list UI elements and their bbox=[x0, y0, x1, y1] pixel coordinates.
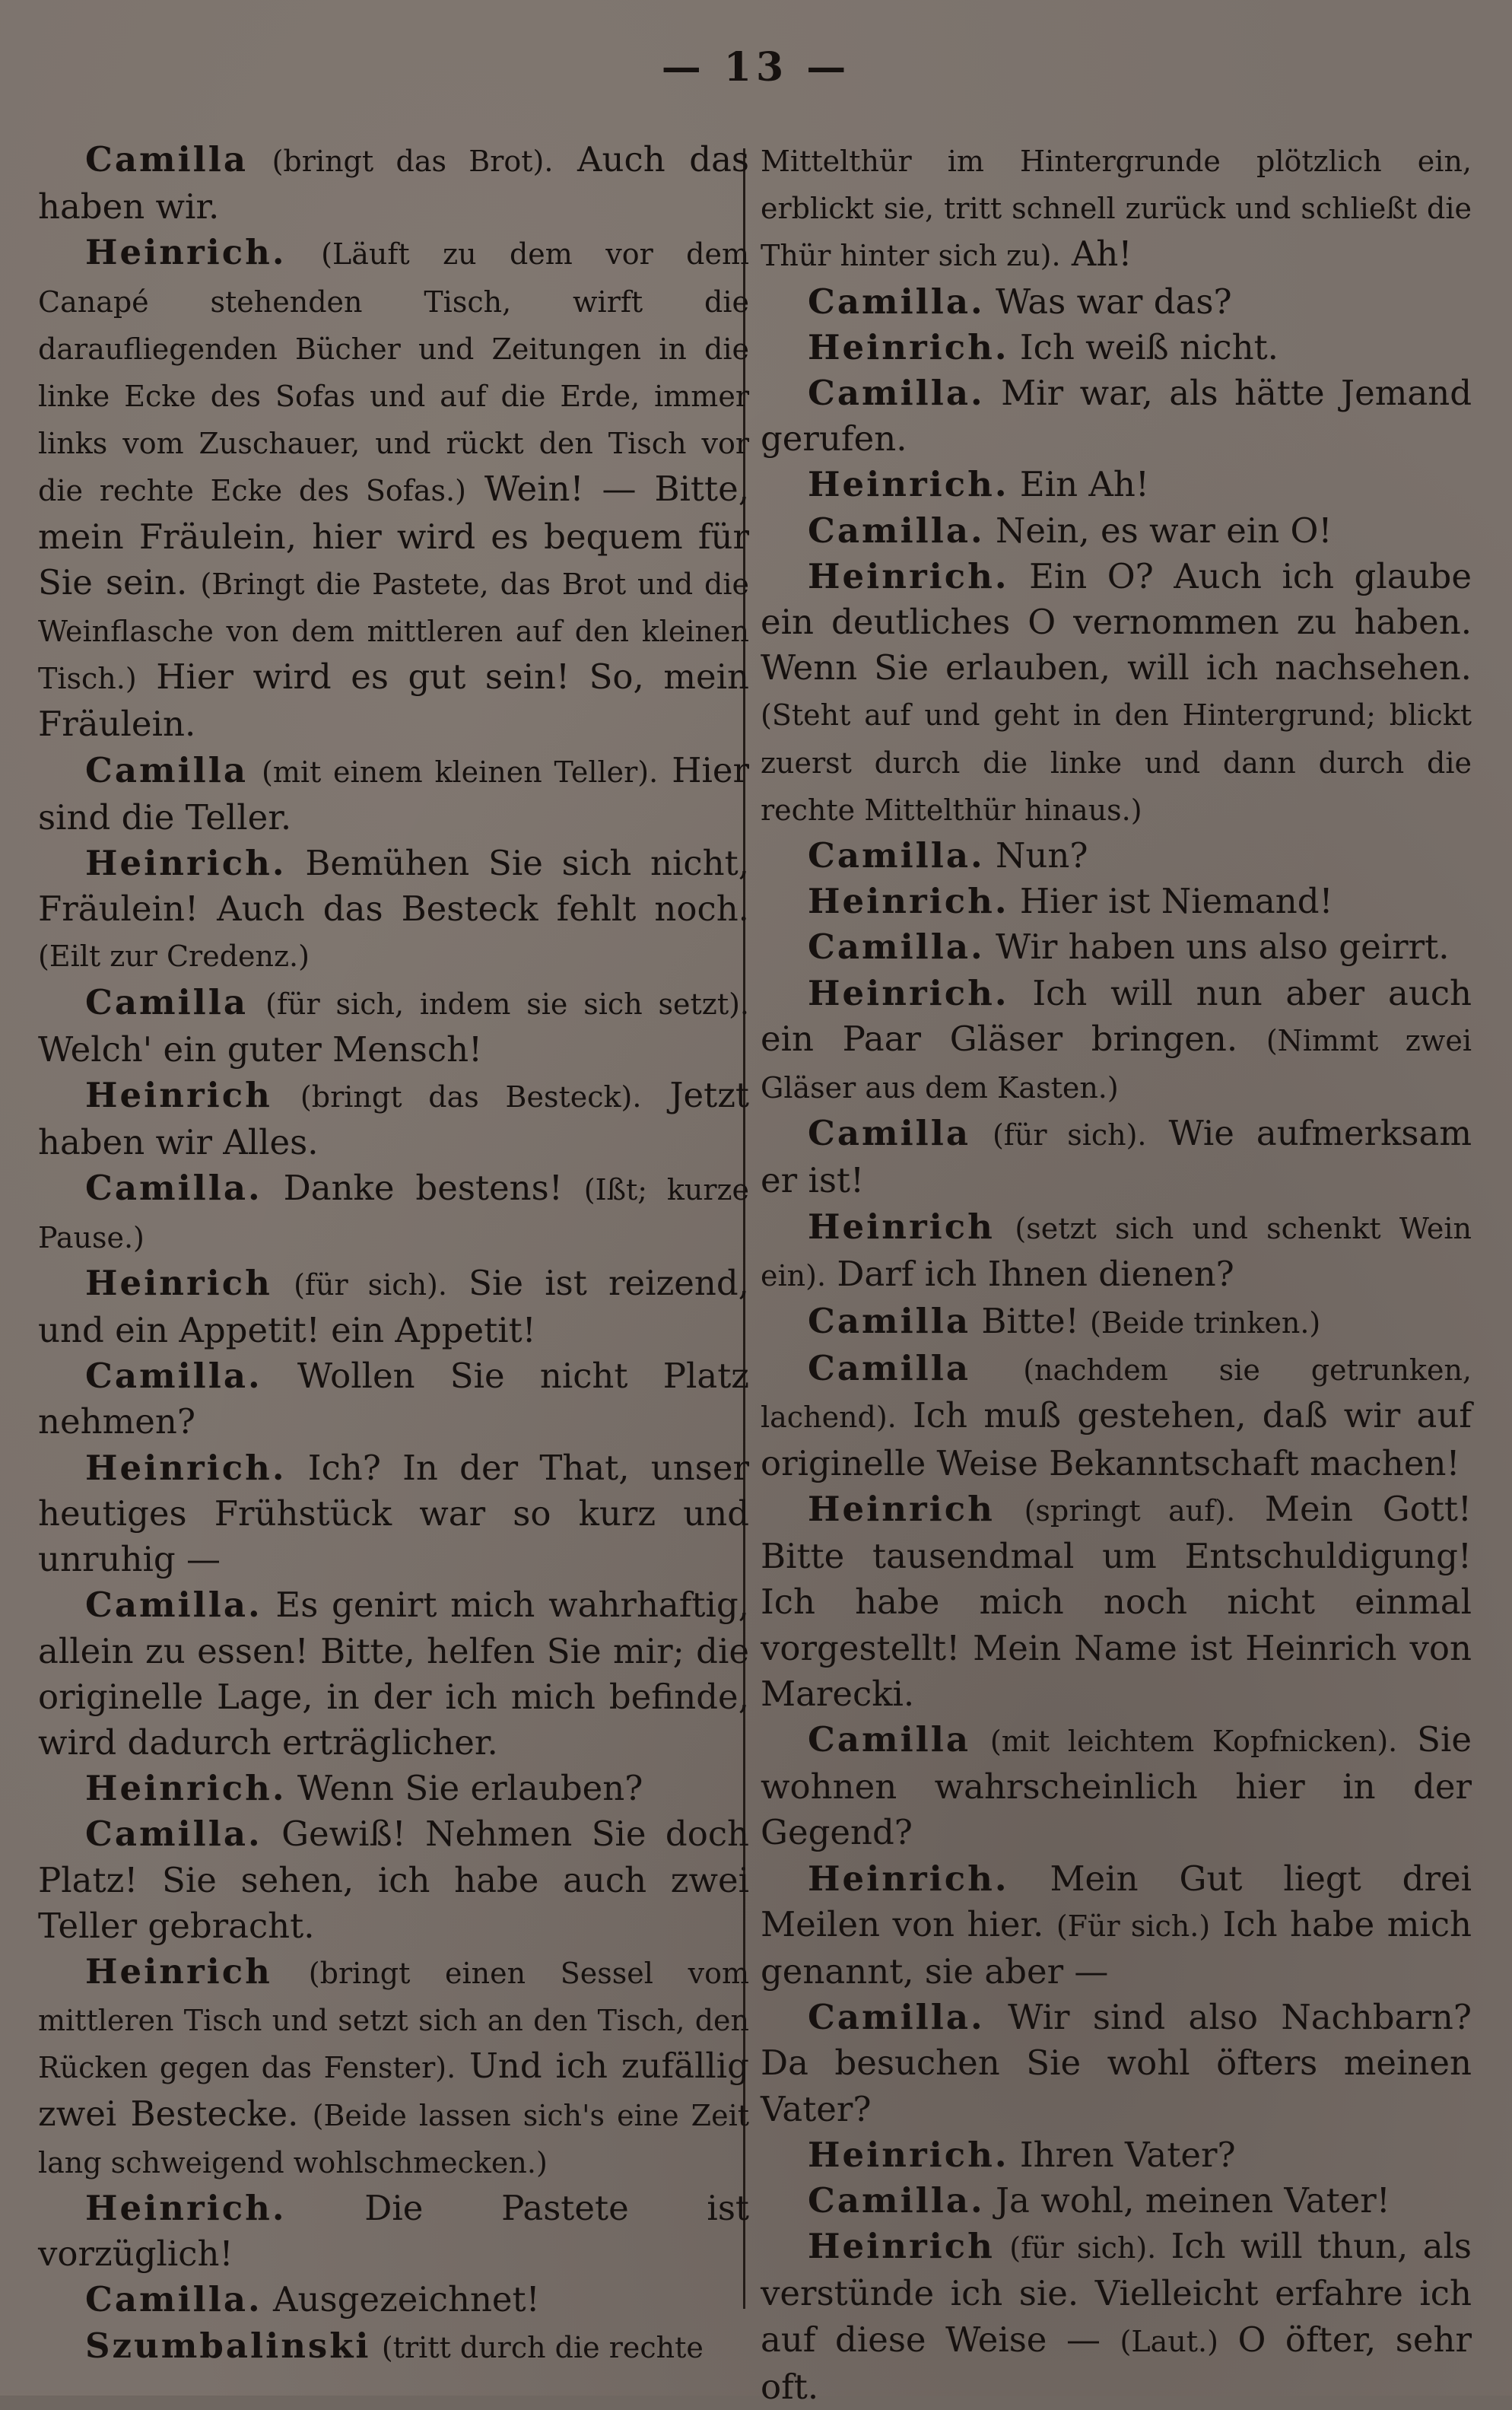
dialogue-paragraph bbox=[761, 1856, 1472, 1995]
dialogue-text: O öfter, sehr oft. bbox=[761, 2319, 1472, 2407]
speaker-name: Camilla. bbox=[808, 510, 985, 551]
speaker-name: Camilla. bbox=[85, 1356, 262, 1397]
stage-direction: (Ißt; kurze Pause.) bbox=[38, 1173, 749, 1254]
dialogue-paragraph bbox=[761, 1299, 1472, 1346]
stage-direction: (für sich). bbox=[992, 1118, 1147, 1153]
dialogue-paragraph bbox=[761, 554, 1472, 833]
speaker-name: Camilla. bbox=[85, 1168, 262, 1209]
dialogue-paragraph bbox=[761, 924, 1472, 970]
dialogue-text: Nein, es war ein O! bbox=[996, 510, 1333, 551]
dialogue-text: Auch das haben wir. bbox=[38, 139, 750, 227]
dialogue-text: Ich muß gestehen, daß wir auf originelle Weise Bekanntschaft machen! bbox=[761, 1395, 1472, 1483]
stage-direction: (springt auf). bbox=[1024, 1493, 1236, 1528]
dialogue-text: Bitte! bbox=[981, 1301, 1079, 1342]
speaker-name: Heinrich bbox=[808, 1488, 995, 1529]
dialogue-paragraph bbox=[38, 1165, 749, 1260]
stage-direction: (Beide lassen sich's eine Zeit lang schweigend wohlschmecken.) bbox=[38, 2098, 750, 2179]
speaker-name: Camilla bbox=[808, 1113, 971, 1154]
dialogue-paragraph bbox=[761, 2178, 1472, 2224]
dialogue-text: Die Pastete ist vorzüglich! bbox=[38, 2187, 750, 2275]
speaker-name: Heinrich. bbox=[808, 555, 1009, 596]
dialogue-text: Wollen Sie nicht Platz nehmen? bbox=[38, 1356, 749, 1442]
speaker-name: Heinrich. bbox=[85, 1447, 287, 1488]
stage-direction: (bringt einen Sessel vom mittleren Tisch und setzt sich an den Tisch, den Rücken gegen das Fenster). bbox=[38, 1956, 749, 2085]
speaker-name: Heinrich. bbox=[85, 232, 287, 273]
speaker-name: Heinrich bbox=[808, 2226, 995, 2267]
speaker-name: Camilla. bbox=[85, 2279, 262, 2320]
dialogue-paragraph bbox=[761, 279, 1472, 325]
dialogue-text: Ich habe mich genannt, sie aber — bbox=[761, 1903, 1472, 1992]
dialogue-text: Mir war, als hätte Jemand gerufen. bbox=[761, 373, 1472, 459]
dialogue-paragraph bbox=[761, 508, 1472, 554]
stage-direction: (Laut.) bbox=[1120, 2324, 1218, 2358]
left-column bbox=[38, 137, 749, 2370]
dialogue-paragraph bbox=[761, 1346, 1472, 1486]
stage-direction: (bringt das Brot). bbox=[272, 145, 554, 178]
stage-direction: (Für sich.) bbox=[1056, 1909, 1211, 1943]
speaker-name: Camilla bbox=[85, 139, 249, 180]
speaker-name: Heinrich. bbox=[85, 1768, 287, 1809]
speaker-name: Heinrich. bbox=[808, 464, 1009, 505]
stage-direction: (Steht auf und geht in den Hintergrund; blickt zuerst durch die linke und dann durch die rechte Mittelthür hinaus.) bbox=[761, 698, 1472, 827]
dialogue-text: Was war das? bbox=[996, 281, 1232, 322]
speaker-name: Camilla bbox=[85, 981, 249, 1022]
speaker-name: Camilla bbox=[85, 749, 249, 790]
dialogue-text: Ich will nun aber auch ein Paar Gläser bringen. bbox=[761, 972, 1472, 1059]
dialogue-text: Hier ist Niemand! bbox=[1019, 881, 1333, 922]
dialogue-paragraph bbox=[761, 1486, 1472, 1717]
right-column bbox=[761, 137, 1472, 2410]
dialogue-paragraph bbox=[761, 1717, 1472, 1856]
speaker-name: Camilla. bbox=[85, 1585, 262, 1626]
speaker-name: Heinrich. bbox=[85, 843, 287, 884]
dialogue-text: Ein Ah! bbox=[1019, 464, 1149, 505]
dialogue-paragraph bbox=[38, 2323, 749, 2370]
dialogue-paragraph bbox=[761, 971, 1472, 1111]
dialogue-paragraph bbox=[38, 2277, 749, 2323]
dialogue-text: Ausgezeichnet! bbox=[273, 2279, 540, 2320]
dialogue-text: Und ich zufällig zwei Bestecke. bbox=[38, 2046, 749, 2134]
dialogue-text: Es genirt mich wahrhaftig, allein zu essen! Bitte, helfen Sie mir; die originelle Lage, in der ich mich befinde, wird dadurch erträglicher. bbox=[38, 1585, 749, 1763]
dialogue-text: Darf ich Ihnen dienen? bbox=[837, 1253, 1234, 1294]
stage-direction: (Beide trinken.) bbox=[1090, 1306, 1321, 1340]
stage-direction: (für sich). bbox=[294, 1267, 447, 1302]
dialogue-text: Ja wohl, meinen Vater! bbox=[996, 2179, 1390, 2221]
stage-direction: (für sich, indem sie sich setzt). bbox=[265, 987, 749, 1021]
dialogue-text: Nun? bbox=[996, 835, 1088, 876]
speaker-name: Heinrich bbox=[85, 1075, 272, 1116]
dialogue-paragraph bbox=[38, 1261, 749, 1353]
dialogue-paragraph bbox=[38, 841, 749, 980]
speaker-name: Heinrich. bbox=[808, 972, 1009, 1013]
stage-direction: (Bringt die Pastete, das Brot und die Weinflasche von dem mittleren auf den kleinen Tisch.) bbox=[38, 567, 750, 696]
dialogue-paragraph bbox=[761, 325, 1472, 370]
stage-direction: (setzt sich und schenkt Wein ein). bbox=[761, 1211, 1472, 1292]
dialogue-text: Wir haben uns also geirrt. bbox=[996, 927, 1450, 968]
dialogue-paragraph bbox=[38, 137, 749, 230]
page-number: — 13 — bbox=[661, 44, 851, 91]
dialogue-text: Jetzt haben wir Alles. bbox=[38, 1075, 749, 1163]
dialogue-paragraph bbox=[38, 1811, 749, 1949]
dialogue-text: Mein Gut liegt drei Meilen von hier. bbox=[761, 1858, 1472, 1944]
dialogue-text: Danke bestens! bbox=[283, 1168, 563, 1209]
speaker-name: Heinrich. bbox=[808, 881, 1009, 922]
stage-direction: (tritt durch die rechte bbox=[381, 2330, 704, 2364]
speaker-name: Camilla bbox=[808, 1301, 971, 1342]
dialogue-paragraph bbox=[38, 230, 749, 747]
dialogue-paragraph bbox=[38, 748, 749, 841]
dialogue-paragraph bbox=[38, 1353, 749, 1445]
dialogue-paragraph bbox=[761, 1995, 1472, 2132]
dialogue-paragraph bbox=[38, 1073, 749, 1165]
dialogue-text: Welch' ein guter Mensch! bbox=[38, 1029, 483, 1070]
dialogue-text: Ihren Vater? bbox=[1019, 2134, 1236, 2175]
dialogue-text: Wenn Sie erlauben? bbox=[297, 1768, 643, 1809]
stage-direction: (Eilt zur Credenz.) bbox=[38, 940, 310, 974]
dialogue-text: Ich? In der That, unser heutiges Frühstück war so kurz und unruhig — bbox=[38, 1447, 749, 1580]
speaker-name: Camilla. bbox=[808, 281, 985, 322]
stage-direction: (für sich). bbox=[1009, 2231, 1157, 2265]
dialogue-paragraph bbox=[38, 1949, 749, 2186]
dialogue-text: Wie aufmerksam er ist! bbox=[761, 1113, 1472, 1201]
dialogue-paragraph bbox=[38, 1445, 749, 1583]
dialogue-paragraph bbox=[38, 1766, 749, 1811]
dialogue-text: Sie ist reizend, und ein Appetit! ein Appetit! bbox=[38, 1262, 749, 1351]
dialogue-text: Hier wird es gut sein! So, mein Fräulein. bbox=[38, 657, 749, 745]
speaker-name: Heinrich bbox=[85, 1951, 272, 1992]
speaker-name: Camilla. bbox=[808, 2179, 985, 2221]
speaker-name: Szumbalinski bbox=[85, 2325, 371, 2366]
stage-direction: (bringt das Besteck). bbox=[300, 1080, 642, 1114]
speaker-name: Camilla. bbox=[85, 1814, 262, 1855]
speaker-name: Camilla. bbox=[808, 373, 985, 414]
dialogue-text: Ah! bbox=[1071, 234, 1132, 275]
stage-direction: (nachdem sie getrunken, lachend). bbox=[761, 1353, 1472, 1435]
stage-direction: Mittelthür im Hintergrunde plötzlich ein, erblickt sie, tritt schnell zurück und schließt die Thür hinter sich zu). bbox=[761, 145, 1472, 273]
speaker-name: Heinrich bbox=[808, 1206, 995, 1247]
speaker-name: Heinrich. bbox=[808, 326, 1009, 367]
speaker-name: Heinrich. bbox=[808, 1858, 1009, 1899]
dialogue-text: Ein O? Auch ich glaube ein deutliches O vernommen zu haben. Wenn Sie erlauben, will ich nachsehen. bbox=[761, 555, 1472, 688]
speaker-name: Camilla bbox=[808, 1348, 971, 1389]
dialogue-paragraph bbox=[761, 833, 1472, 879]
speaker-name: Heinrich bbox=[85, 1262, 272, 1303]
speaker-name: Heinrich. bbox=[85, 2187, 287, 2228]
dialogue-text: Wir sind also Nachbarn? Da besuchen Sie wohl öfters meinen Vater? bbox=[761, 1997, 1472, 2129]
dialogue-paragraph bbox=[761, 1111, 1472, 1203]
dialogue-paragraph bbox=[761, 2132, 1472, 2178]
dialogue-paragraph bbox=[761, 137, 1472, 279]
dialogue-text: Wein! — Bitte, mein Fräulein, hier wird es bequem für Sie sein. bbox=[38, 469, 750, 602]
speaker-name: Camilla. bbox=[808, 927, 985, 968]
dialogue-text: Ich will thun, als verstünde ich sie. Vielleicht erfahre ich auf diese Weise — bbox=[761, 2226, 1472, 2360]
dialogue-text: Mein Gott! Bitte tausendmal um Entschuldigung! Ich habe mich noch nicht einmal vorgestellt! Mein Name ist Heinrich von Marecki. bbox=[761, 1488, 1472, 1714]
speaker-name: Camilla bbox=[808, 1718, 971, 1760]
speaker-name: Camilla. bbox=[808, 835, 985, 876]
stage-direction: (Läuft zu dem vor dem Canapé stehenden Tisch, wirft die daraufliegenden Bücher und Zeitungen in die linke Ecke des Sofas und auf die Erde, immer links vom Zuschauer, und rückt den Tisch vor die rechte Ecke des Sofas.) bbox=[38, 237, 749, 508]
dialogue-text: Hier sind die Teller. bbox=[38, 749, 749, 838]
dialogue-text: Bemühen Sie sich nicht, Fräulein! Auch das Besteck fehlt noch. bbox=[38, 843, 749, 930]
dialogue-text: Ich weiß nicht. bbox=[1019, 326, 1279, 367]
dialogue-paragraph bbox=[761, 1204, 1472, 1299]
dialogue-text: Gewiß! Nehmen Sie doch Platz! Sie sehen, ich habe auch zwei Teller gebracht. bbox=[38, 1814, 750, 1946]
dialogue-paragraph bbox=[38, 980, 749, 1073]
speaker-name: Heinrich. bbox=[808, 2134, 1009, 2175]
speaker-name: Camilla. bbox=[808, 1997, 985, 2038]
dialogue-paragraph bbox=[761, 879, 1472, 924]
stage-direction: (mit leichtem Kopfnicken). bbox=[989, 1724, 1398, 1758]
stage-direction: (mit einem kleinen Teller). bbox=[262, 755, 659, 789]
dialogue-paragraph bbox=[761, 462, 1472, 507]
dialogue-text: Sie wohnen wahrscheinlich hier in der Gegend? bbox=[761, 1718, 1472, 1853]
stage-direction: (Nimmt zwei Gläser aus dem Kasten.) bbox=[761, 1023, 1472, 1105]
dialogue-paragraph bbox=[38, 1582, 749, 1766]
dialogue-paragraph bbox=[761, 2224, 1472, 2410]
dialogue-paragraph bbox=[38, 2186, 749, 2277]
dialogue-paragraph bbox=[761, 370, 1472, 462]
